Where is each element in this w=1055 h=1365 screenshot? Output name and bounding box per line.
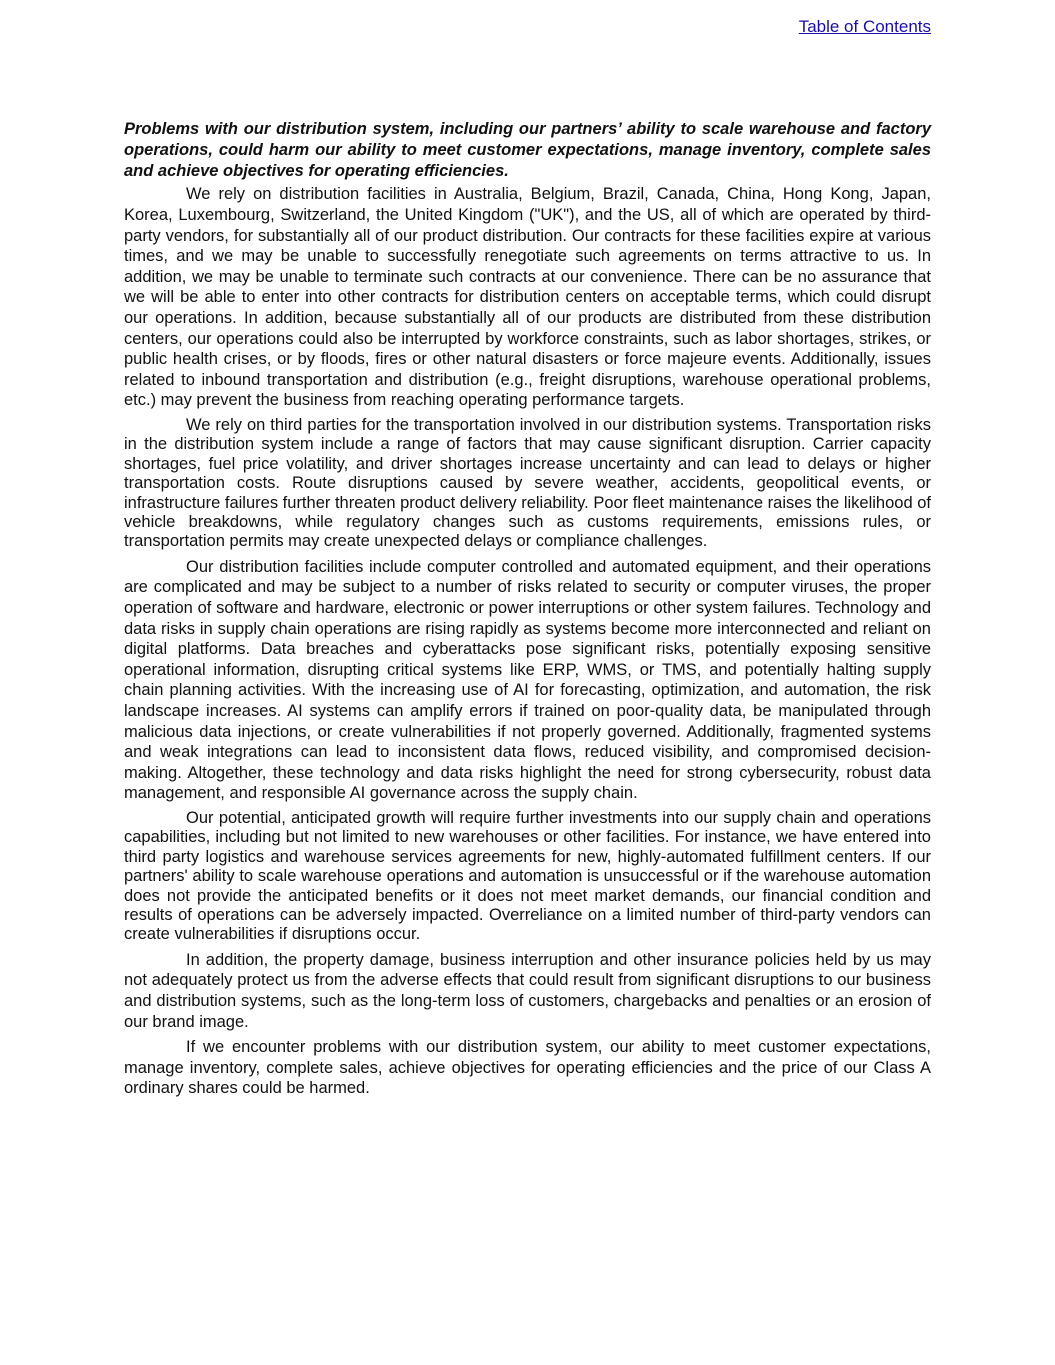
paragraph-technology-risks: Our distribution facilities include computer controlled and automated equipment, and their operations are complicated and may be subject to a number of risks related to security or computer viruses, the proper operation of software and hardware, electronic or power interruptions or other system failures. Technology and data risks in supply chain operations are rising rapidly as systems become more interconnected and reliant on digital platforms. Data breaches and cyberattacks pose significant risks, potentially exposing sensitive operational information, disrupting critical systems like ERP, WMS, or TMS, and potentially halting supply chain planning activities. With the increasing use of AI for forecasting, optimization, and automation, the risk landscape increases. AI systems can amplify errors if trained on poor-quality data, be manipulated through malicious data injections, or create vulnerabilities if not properly governed. Additionally, fragmented systems and weak integrations can lead to inconsistent data flows, reduced visibility, and compromised decision-making. Altogether, these technology and data risks highlight the need for strong cybersecurity, robust data management, and responsible AI governance across the supply chain. <box>124 557 931 803</box>
risk-factor-section <box>124 119 931 1104</box>
risk-factor-heading: Problems with our distribution system, including our partners’ ability to scale warehouse and factory operations, could harm our ability to meet customer expectations, manage inventory, complete sales and achieve objectives for operating efficiencies. <box>124 120 931 180</box>
paragraph-distribution-facilities: We rely on distribution facilities in Australia, Belgium, Brazil, Canada, China, Hong Kong, Japan, Korea, Luxembourg, Switzerland, the United Kingdom ("UK"), and the US, all of which are operated by third-party vendors, for substantially all of our product distribution. Our contracts for these facilities expire at various times, and we may be unable to successfully renegotiate such agreements on terms attractive to us. In addition, we may be unable to terminate such contracts at our convenience. There can be no assurance that we will be able to enter into other contracts for distribution centers on acceptable terms, which could disrupt our operations. In addition, because substantially all of our products are distributed from these distribution centers, our operations could also be interrupted by workforce constraints, such as labor shortages, strikes, or public health crises, or by floods, fires or other natural disasters or force majeure events. Additionally, issues related to inbound transportation and distribution (e.g., freight disruptions, warehouse operational problems, etc.) may prevent the business from reaching operating performance targets. <box>124 185 931 410</box>
paragraph-transportation-risks: We rely on third parties for the transportation involved in our distribution systems. Transportation risks in the distribution system include a range of factors that may cause significant disruption. Carrier capacity shortages, fuel price volatility, and driver shortages increase uncertainty and can lead to delays or higher transportation costs. Route disruptions caused by severe weather, accidents, geopolitical events, or infrastructure failures further threaten product delivery reliability. Poor fleet maintenance raises the likelihood of vehicle breakdowns, while regulatory changes such as customs requirements, emissions rules, or transportation permits may create unexpected delays or compliance challenges. <box>124 415 931 551</box>
paragraph-growth-investments: Our potential, anticipated growth will require further investments into our supply chain and operations capabilities, including but not limited to new warehouses or other facilities. For instance, we have entered into third party logistics and warehouse services agreements for new, highly-automated fulfillment centers. If our partners' ability to scale warehouse operations and automation is unsuccessful or if the warehouse automation does not provide the anticipated benefits or it does not meet market demands, our financial condition and results of operations can be adversely impacted. Overreliance on a limited number of third-party vendors can create vulnerabilities if disruptions occur. <box>124 808 931 944</box>
paragraph-conclusion: If we encounter problems with our distribution system, our ability to meet customer expectations, manage inventory, complete sales, achieve objectives for operating efficiencies and the price of our Class A ordinary shares could be harmed. <box>124 1038 931 1098</box>
table-of-contents-link[interactable]: Table of Contents <box>798 17 931 36</box>
paragraph-insurance: In addition, the property damage, business interruption and other insurance policies held by us may not adequately protect us from the adverse effects that could result from significant disruptions to our business and distribution systems, such as the long-term loss of customers, chargebacks and penalties or an erosion of our brand image. <box>124 950 931 1031</box>
